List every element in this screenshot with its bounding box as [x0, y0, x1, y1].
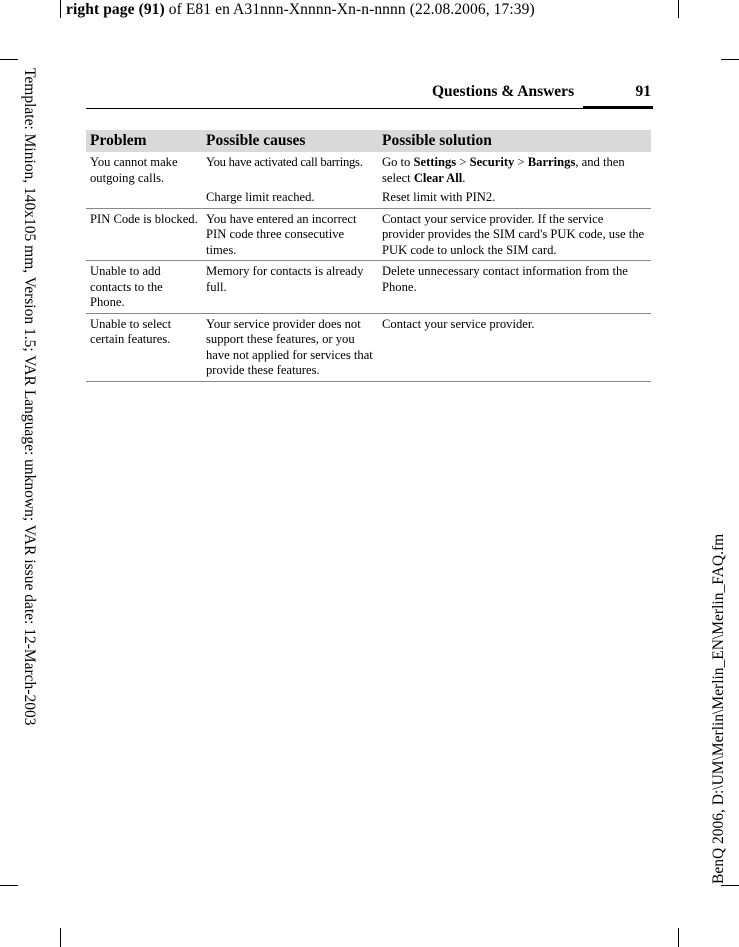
solution-cell: Contact your service provider. If the service provider provides the SIM card's PUK code, use the PUK code to unlock the SIM card. [378, 208, 651, 261]
header-rule-thick [583, 106, 653, 109]
crop-mark [60, 928, 61, 947]
page-header [86, 83, 651, 109]
table-row [86, 152, 651, 186]
crop-mark [0, 59, 18, 60]
table-row [86, 313, 651, 381]
table-row [86, 261, 651, 314]
crop-mark [721, 885, 739, 886]
header-rule [86, 108, 583, 109]
table-header-row [86, 130, 651, 152]
table-row [86, 208, 651, 261]
solution-cell: Contact your service provider. [378, 313, 651, 381]
crop-mark [60, 0, 61, 18]
faq-table [86, 130, 651, 382]
print-slug: right page (91) of E81 en A31nnn-Xnnnn-Xn-n-nnnn (22.08.2006, 17:39) [66, 1, 535, 18]
problem-cell: PIN Code is blocked. [86, 208, 202, 261]
column-header: Problem [86, 130, 202, 152]
page-title: Questions & Answers [432, 83, 575, 100]
crop-mark [678, 0, 679, 18]
column-header: Possible causes [202, 130, 378, 152]
problem-cell: Unable to select certain features. [86, 313, 202, 381]
solution-cell: Go to Settings > Security > Barrings, and then select Clear All. [382, 155, 625, 185]
problem-cell [86, 186, 202, 208]
page-number: 91 [635, 83, 651, 100]
crop-mark [678, 928, 679, 947]
table-row [86, 186, 651, 208]
cause-cell: Memory for contacts is already full. [202, 261, 378, 314]
template-info-vertical: Template: Minion, 140x105 mm, Version 1.5; VAR Language: unknown; VAR issue date: 12-March-2003 [21, 68, 38, 726]
solution-cell: Delete unnecessary contact information from the Phone. [378, 261, 651, 314]
column-header: Possible solution [378, 130, 651, 152]
crop-mark [721, 59, 739, 60]
problem-cell: Unable to add contacts to the Phone. [86, 261, 202, 314]
crop-mark [0, 885, 18, 886]
cause-cell: Charge limit reached. [202, 186, 378, 208]
solution-cell: Reset limit with PIN2. [378, 186, 651, 208]
cause-cell: You have activated call barrings. [206, 155, 363, 169]
problem-cell: You cannot make outgoing calls. [90, 155, 178, 185]
cause-cell: Your service provider does not support these features, or you have not applied for services that provide these features. [202, 313, 378, 381]
cause-cell: You have entered an incorrect PIN code three consecutive times. [202, 208, 378, 261]
